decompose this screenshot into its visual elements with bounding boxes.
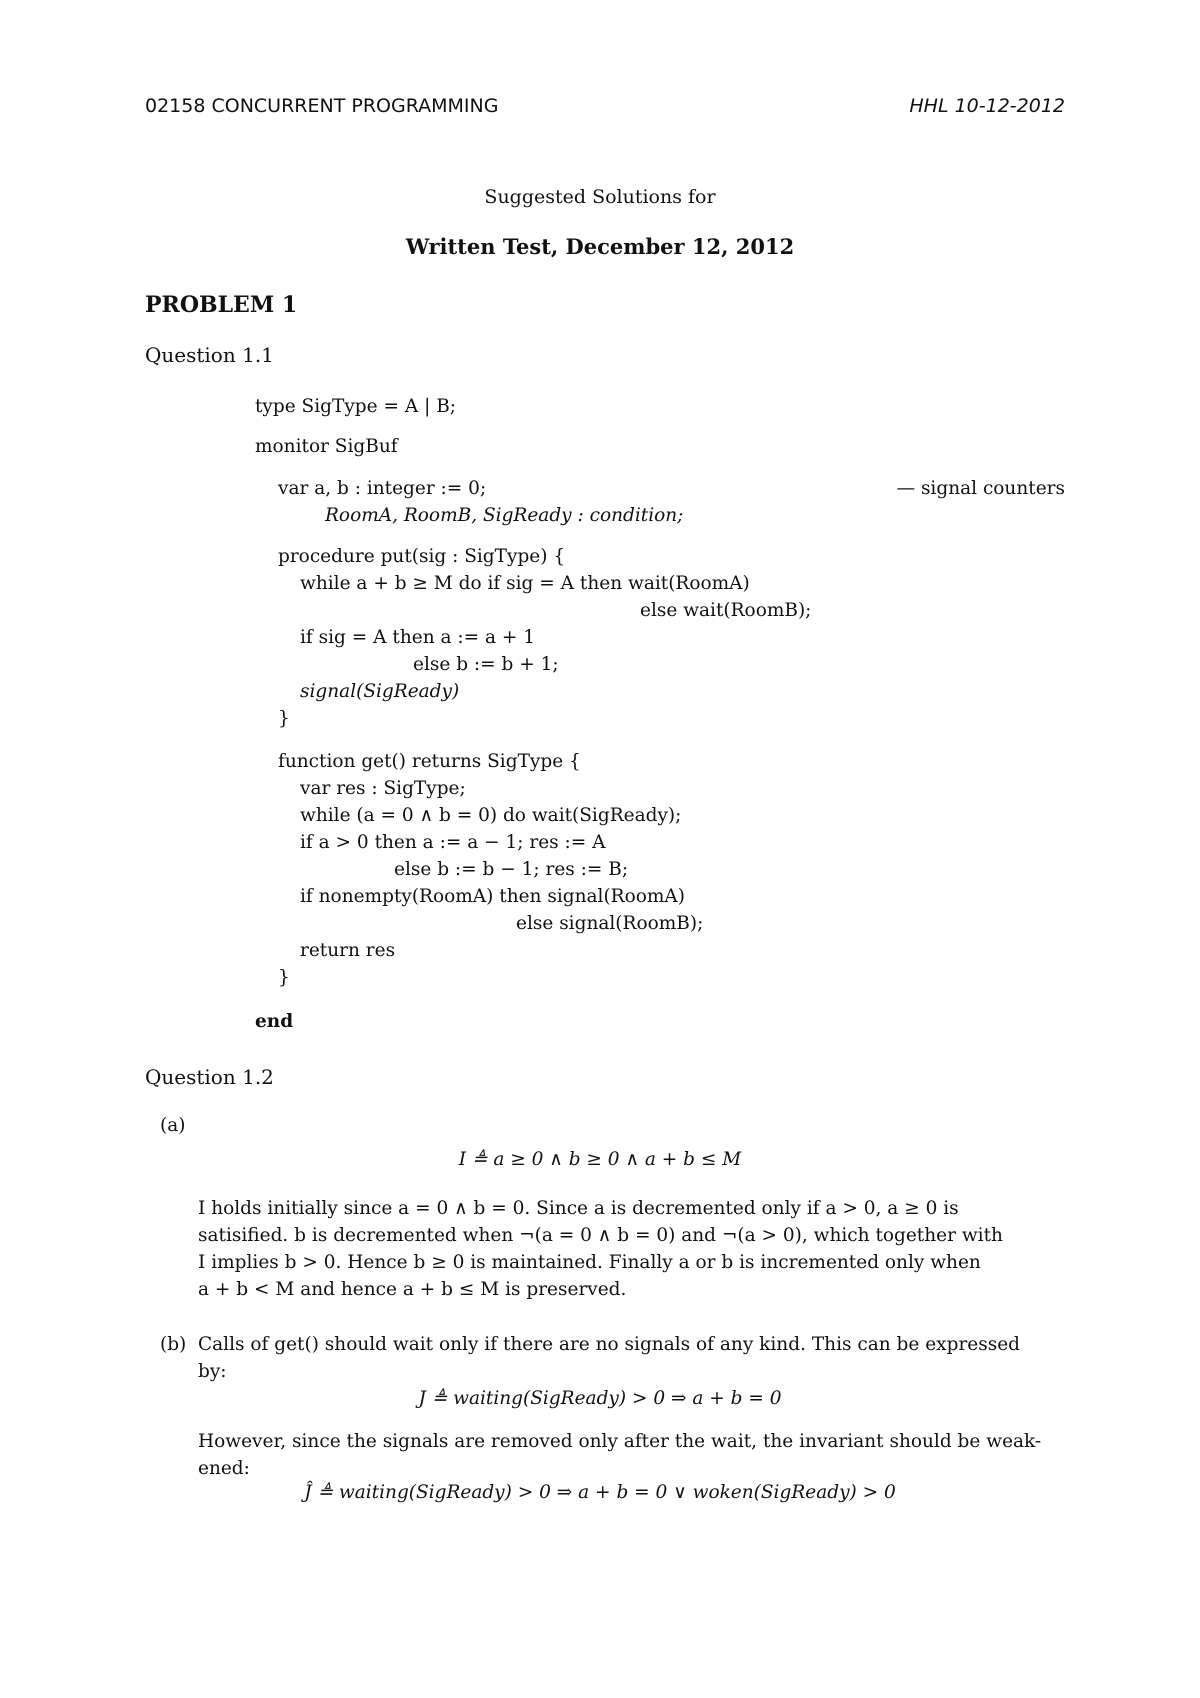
- code-line-while-wait: while (a = 0 ∧ b = 0) do wait(SigReady);: [300, 805, 682, 826]
- part-a-text-line-4: a + b < M and hence a + b ≤ M is preserved.: [198, 1279, 627, 1300]
- document-subtitle: Suggested Solutions for: [484, 186, 716, 208]
- code-line-conditions: RoomA, RoomB, SigReady : condition;: [325, 505, 684, 526]
- question-1-1-heading: Question 1.1: [145, 343, 274, 367]
- code-line-if-increment: if sig = A then a := a + 1: [300, 627, 536, 648]
- part-b-text1-line-2: by:: [198, 1361, 227, 1382]
- part-b-text1-line-1: Calls of get() should wait only if there are no signals of any kind. This can be expressed: [198, 1334, 1021, 1355]
- invariant-j-formula: J ≜ waiting(SigReady) > 0 ⇒ a + b = 0: [418, 1388, 782, 1409]
- code-line-function: function get() returns SigType {: [278, 751, 581, 772]
- part-b-text2-line-2: ened:: [198, 1458, 250, 1479]
- problem-heading: PROBLEM 1: [145, 292, 298, 318]
- code-line-else-wait: else wait(RoomB);: [640, 600, 812, 621]
- part-b-text2-line-1: However, since the signals are removed only after the wait, the invariant should be weak-: [198, 1431, 1042, 1452]
- code-line-monitor: monitor SigBuf: [255, 436, 398, 457]
- part-b-label: (b): [160, 1334, 187, 1355]
- code-line-brace-close-1: }: [278, 708, 290, 729]
- code-line-if-decrement: if a > 0 then a := a − 1; res := A: [300, 832, 606, 853]
- part-a-label: (a): [160, 1115, 186, 1136]
- part-a-text-line-1: I holds initially since a = 0 ∧ b = 0. Since a is decremented only if a > 0, a ≥ 0 is: [198, 1198, 959, 1219]
- code-line-signal: signal(SigReady): [300, 681, 460, 702]
- code-line-end: end: [255, 1011, 294, 1032]
- part-a-text-line-3: I implies b > 0. Hence b ≥ 0 is maintained. Finally a or b is incremented only when: [198, 1252, 981, 1273]
- invariant-i-formula: I ≜ a ≥ 0 ∧ b ≥ 0 ∧ a + b ≤ M: [458, 1149, 742, 1170]
- question-1-2-heading: Question 1.2: [145, 1065, 274, 1089]
- code-line-procedure: procedure put(sig : SigType) {: [278, 546, 566, 567]
- code-line-brace-close-2: }: [278, 967, 290, 988]
- date-header: HHL 10-12-2012: [909, 95, 1065, 117]
- code-line-var-res: var res : SigType;: [300, 778, 466, 799]
- code-line-else-increment: else b := b + 1;: [413, 654, 559, 675]
- code-line-var: var a, b : integer := 0;: [278, 478, 487, 499]
- code-line-type: type SigType = A | B;: [255, 396, 457, 417]
- code-comment: — signal counters: [896, 478, 1065, 499]
- code-line-else-decrement: else b := b − 1; res := B;: [394, 859, 629, 880]
- part-a-text-line-2: satisified. b is decremented when ¬(a = 0 ∧ b = 0) and ¬(a > 0), which together with: [198, 1225, 1003, 1246]
- code-line-if-nonempty: if nonempty(RoomA) then signal(RoomA): [300, 886, 686, 907]
- course-header: 02158 CONCURRENT PROGRAMMING: [145, 95, 499, 117]
- code-line-return: return res: [300, 940, 396, 961]
- invariant-j-hat-formula: Ĵ ≜ waiting(SigReady) > 0 ⇒ a + b = 0 ∨ woken(SigReady) > 0: [304, 1482, 896, 1503]
- code-line-while: while a + b ≥ M do if sig = A then wait(RoomA): [300, 573, 750, 594]
- document-title: Written Test, December 12, 2012: [405, 234, 795, 259]
- code-line-else-signal: else signal(RoomB);: [516, 913, 704, 934]
